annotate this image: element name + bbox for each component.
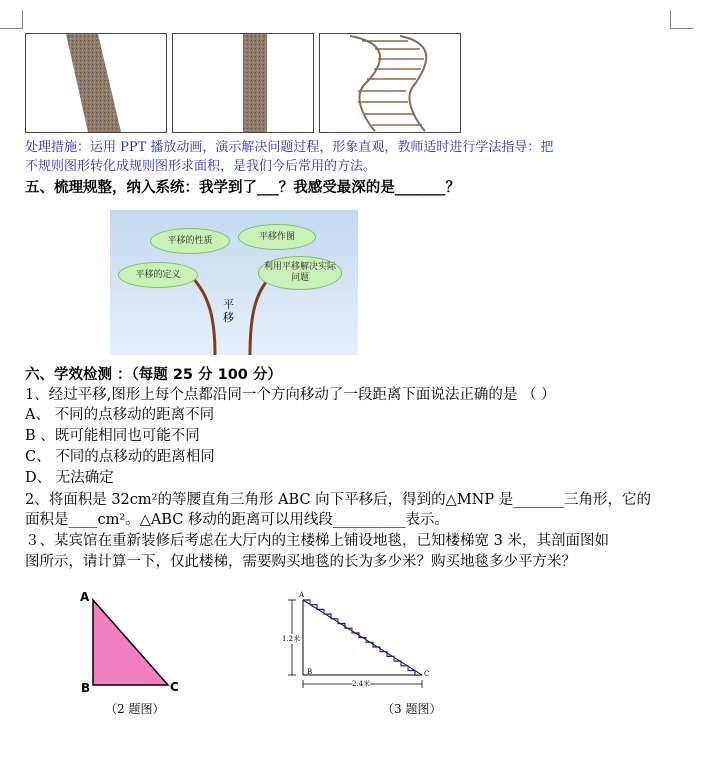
path-figure-2 bbox=[172, 33, 314, 133]
page-corner-mark-left bbox=[0, 10, 23, 29]
triangle-caption: （2 题图） bbox=[105, 702, 165, 716]
question2-line2: 面积是____cm²。△ABC 移动的距离可以用线段__________表示。 bbox=[25, 512, 449, 528]
triangle-label-b: B bbox=[81, 681, 91, 695]
measures-note-line2: 不规则图形转化成规则图形求面积，是我们今后常用的方法。 bbox=[25, 159, 377, 174]
path-figure-3 bbox=[319, 33, 461, 133]
measures-note-line1: 处理措施：运用 PPT 播放动画，演示解决问题过程，形象直观，教师适时进行学法指导：把 bbox=[25, 140, 554, 155]
q1-option-c: C、 不同的点移动的距离相同 bbox=[25, 449, 215, 465]
question3-line1: ３、某宾馆在重新装修后考虑在大厅内的主楼梯上铺设地毯，已知楼梯宽 3 米，其剖面图如 bbox=[25, 533, 609, 549]
stair-label-c: C bbox=[424, 670, 430, 678]
question2-line1: 2、将面积是 32cm²的等腰直角三角形 ABC 向下平移后，得到的△MNP 是_______三角形，它的 bbox=[25, 492, 651, 508]
question1: 1、经过平移,图形上每个点都沿同一个方向移动了一段距离下面说法正确的是 （ ） bbox=[25, 387, 556, 403]
cloud-translation-definition: 平移的定义 bbox=[118, 262, 198, 288]
triangle-figure bbox=[78, 590, 188, 695]
stair-height-label: 1.2米 bbox=[282, 635, 301, 643]
mindmap-center-label: 平 移 bbox=[223, 298, 234, 324]
path-figure-1 bbox=[25, 33, 167, 133]
cloud-translation-drawing: 平移作图 bbox=[238, 224, 316, 250]
question3-line2: 图所示，请计算一下，仅此楼梯，需要购买地毯的长为多少米？购买地毯多少平方米？ bbox=[25, 554, 576, 570]
triangle-label-a: A bbox=[80, 590, 90, 604]
mindmap-figure bbox=[110, 210, 358, 355]
q1-option-a: A、 不同的点移动的距离不同 bbox=[25, 407, 215, 423]
stair-label-a: A bbox=[299, 591, 305, 599]
staircase-caption: （3 题图） bbox=[382, 702, 442, 716]
stair-width-label: 2.4米 bbox=[352, 680, 371, 688]
triangle-label-c: C bbox=[170, 680, 179, 694]
q1-option-d: D、 无法确定 bbox=[25, 470, 114, 486]
q1-option-b: B 、既可能相同也可能不同 bbox=[25, 428, 200, 444]
section6-heading: 六、学效检测 ：（每题 25 分 100 分） bbox=[25, 367, 282, 383]
page-corner-mark-right bbox=[670, 10, 693, 29]
section5-heading: 五、梳理规整，纳入系统：我学到了___？我感受最深的是_______？ bbox=[25, 180, 460, 196]
stair-label-b: B bbox=[307, 668, 313, 676]
staircase-figure bbox=[280, 590, 430, 690]
cloud-translation-applications: 利用平移解决实际问题 bbox=[258, 256, 342, 290]
cloud-translation-properties: 平移的性质 bbox=[150, 228, 230, 254]
